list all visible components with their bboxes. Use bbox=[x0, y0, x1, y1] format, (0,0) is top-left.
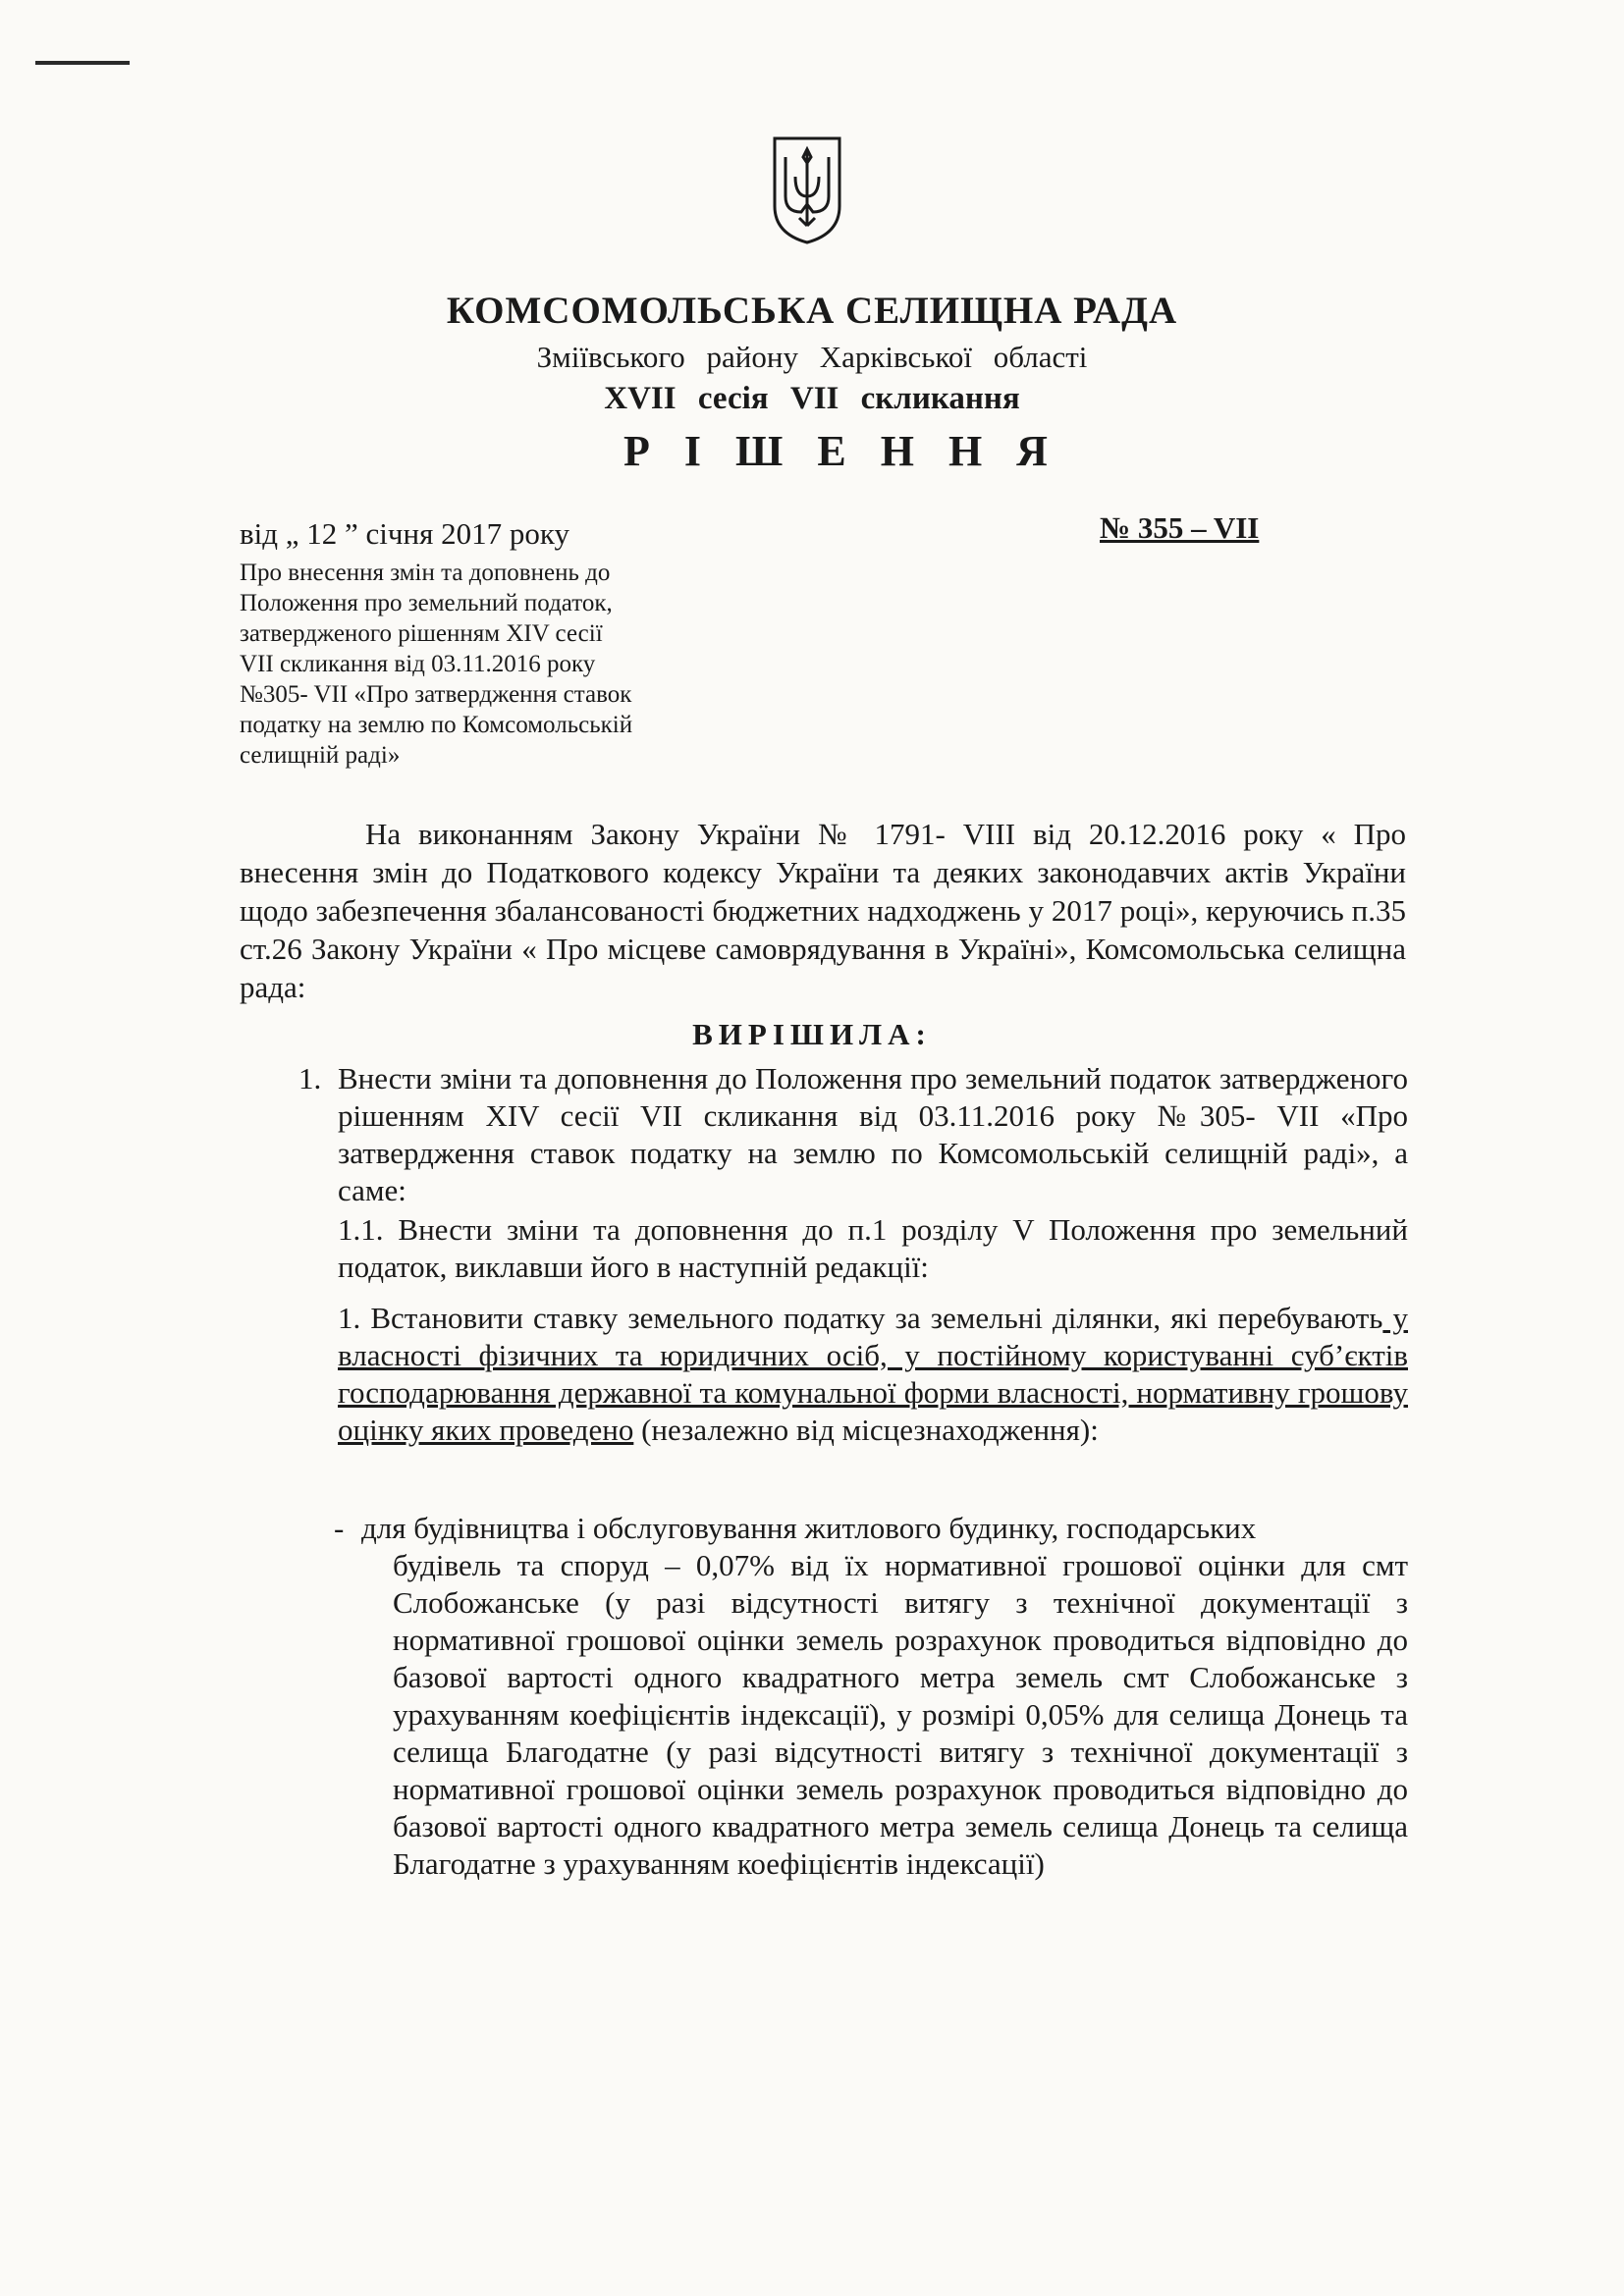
subject-line: селищній раді» bbox=[240, 742, 401, 769]
point-1-underlined: у власності фізичних та юридичних осіб, у постійному користуванні суб’єктів господарювання державної та комунальної форми власності, нормативну грошову оцінку яких проведено bbox=[338, 1301, 1408, 1447]
dash-mark: - bbox=[334, 1511, 345, 1545]
point-1-start: 1. Встановити ставку земельного податку за земельні ділянки, які перебувають bbox=[338, 1301, 1383, 1335]
district-line: Зміївського району Харківської області bbox=[536, 340, 1088, 374]
resolved-heading: ВИРІШИЛА: bbox=[692, 1017, 932, 1051]
document-type: Р І Ш Е Н Н Я bbox=[623, 427, 1059, 475]
subject-line: VII скликання від 03.11.2016 року bbox=[240, 651, 596, 677]
preamble bbox=[240, 815, 1406, 1006]
council-name: КОМСОМОЛЬСЬКА СЕЛИЩНА РАДА bbox=[446, 290, 1178, 332]
dash-item-line1: для будівництва і обслуговування житлового будинку, господарських bbox=[361, 1511, 1257, 1545]
item-1-1: 1.1. Внести зміни та доповнення до п.1 розділу V Положення про земельний податок, виклавши його в наступній редакції: bbox=[338, 1212, 1408, 1284]
dash-item-rest: будівель та споруд – 0,07% від їх нормативної грошової оцінки для смт Слобожанське (у разі відсутності витягу з технічної документації з нормативної грошової оцінки земель розрахунок проводиться відповідно до базової вартості одного квадратного метра земель смт Слобожанське з урахуванням коефіцієнтів індексації), у розмірі 0,05% для селища Донець та селища Благодатне (у разі відсутності витягу з технічної документації з нормативної грошової оцінки земель розрахунок проводиться відповідно до базової вартості одного квадратного метра земель селища Донець та селища Благодатне з урахуванням коефіцієнтів індексації) bbox=[393, 1548, 1408, 1881]
subject-line: Положення про земельний податок, bbox=[240, 590, 613, 616]
item-1-number: 1. bbox=[298, 1061, 322, 1095]
item-1-text: Внести зміни та доповнення до Положення про земельний податок затвердженого рішенням XIV сесії VII скликання від 03.11.2016 року №305- VII «Про затвердження ставок податку на землю по Комсомольській селищній раді», а саме: bbox=[338, 1061, 1408, 1207]
scan-mark bbox=[35, 61, 130, 65]
subject-line: Про внесення змін та доповнень до bbox=[240, 560, 611, 586]
subject-line: затвердженого рішенням XIV сесії bbox=[240, 620, 603, 647]
decision-subject bbox=[240, 558, 711, 771]
coat-of-arms-icon bbox=[772, 135, 842, 245]
decision-number: № 355 – VII bbox=[1100, 510, 1260, 545]
item-1-1-point-1 bbox=[338, 1300, 1408, 1449]
item-1 bbox=[298, 1060, 1408, 1209]
session-line: XVII сесія VII скликання bbox=[604, 381, 1020, 416]
preamble-text: На виконанням Закону України № 1791- VIII від 20.12.2016 року « Про внесення змін до Податкового кодексу України та деяких законодавчих актів України щодо забезпечення збалансованості бюджетних надходжень у 2017 році», керуючись п.35 ст.26 Закону України « Про місцеве самоврядування в Україні», Комсомольська селищна рада: bbox=[240, 817, 1406, 1004]
subject-line: №305- VII «Про затвердження ставок bbox=[240, 681, 632, 708]
dash-item bbox=[334, 1510, 1408, 1883]
subject-line: податку на землю по Комсомольській bbox=[240, 712, 633, 738]
point-1-end: (незалежно від місцезнаходження): bbox=[633, 1413, 1099, 1447]
decision-date: від „ 12 ” січня 2017 року bbox=[240, 516, 569, 551]
